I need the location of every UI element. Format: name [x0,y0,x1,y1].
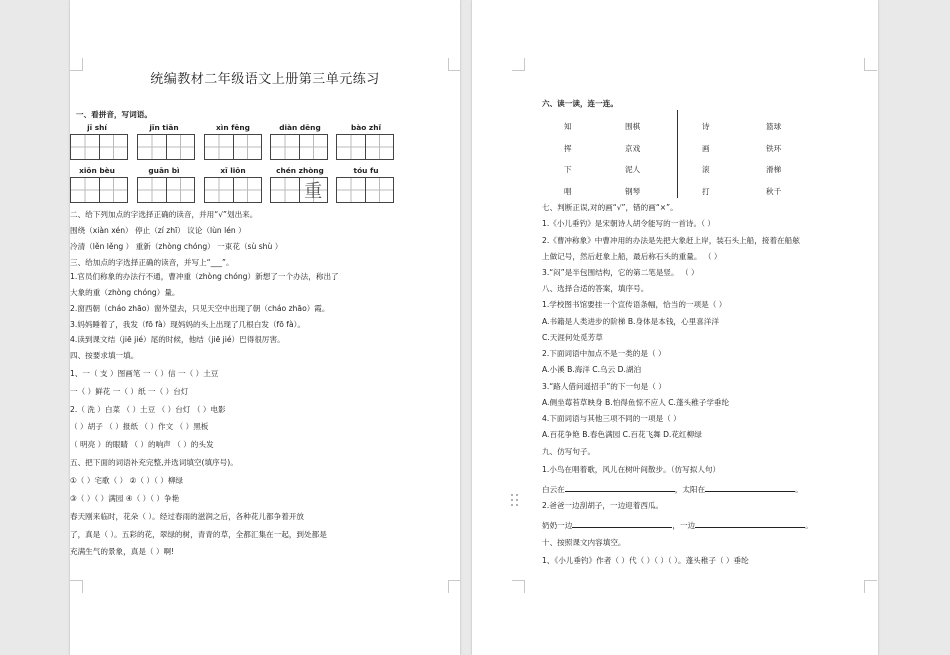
pinyin-label: jī shí [87,123,107,132]
text-line: A.小溪 B.海洋 C.乌云 D.湖泊 [542,365,642,374]
crop-mark [512,580,525,593]
pinyin-label: diàn dēng [279,123,321,132]
blank-input[interactable] [572,519,672,528]
sample-character: 重 [304,181,323,202]
fill-in-line [542,483,803,495]
crop-mark [512,58,525,71]
section-1-heading: 一、看拼音，写词语。 [76,110,152,119]
text-line: A.百花争艳 B.春色满园 C.百花飞舞 D.花红柳绿 [542,430,702,439]
writing-grid[interactable] [336,134,394,160]
section-4-heading: 四、按要求填一填。 [70,351,139,360]
writing-grid[interactable] [137,134,195,160]
pinyin-label: jīn tiān [149,123,179,132]
match-word[interactable]: 京戏 [625,144,641,153]
match-word[interactable]: 画 [702,144,710,153]
text-line: 2.（ 洗 ）白菜 （ ）土豆 （ ）台灯 （ ）电影 [70,405,226,414]
match-word[interactable]: 泥人 [625,165,641,174]
text-line: 1、一（ 支 ）图画笔 一（ ）信 一（ ）土豆 [70,369,219,378]
text-line: 1.官员们称象的办法行不通，曹冲重（zhòng chóng）新想了一个办法，称出了 [70,272,339,281]
match-word[interactable]: 滚 [702,165,710,174]
text-line: 上做记号，然后赶象上船，最后称石头的重量。 （ ） [542,252,722,261]
text-line: 充满生气的景象，真是（ ）啊! [70,547,175,556]
pinyin-label: xìn fēng [216,123,250,132]
fill-middle: ，太阳在 [674,485,706,494]
text-line: C.天涯何处觅芳草 [542,333,603,342]
match-word[interactable]: 秋千 [766,187,782,196]
match-word[interactable]: 打 [702,187,710,196]
text-line: 大象的重（zhòng chóng）量。 [70,288,180,297]
text-line: 3.妈妈睡着了，我发（fō fà）现妈妈的头上出现了几根白发（fō fà）。 [70,320,305,329]
pinyin-label: xī liōn [220,166,246,175]
fill-end: 。 [805,521,813,530]
pinyin-label: guān bì [148,166,180,175]
match-word[interactable]: 唱 [564,187,572,196]
match-word[interactable]: 围棋 [625,122,641,131]
text-line: 4.读到课文结（jiē jié）尾的时候，他结（jiē jié）巴得很厉害。 [70,335,285,344]
match-word[interactable]: 铁环 [766,144,782,153]
text-line: 2.爸爸一边刮胡子，一边迎着西瓜。 [542,501,664,510]
text-line: 1、《小儿垂钓》作者（ ）代（ ）（ ）（ ）。蓬头稚子（ ）垂纶 [542,556,749,565]
match-word[interactable]: 下 [564,165,572,174]
match-word[interactable]: 钢琴 [625,187,641,196]
writing-grid[interactable] [270,177,328,203]
crop-mark [864,580,877,593]
text-line: A.侧坐莓苔草映身 B.怕得鱼惊不应人 C.蓬头稚子学垂纶 [542,398,730,407]
text-line: 3.“路人借问遥招手”的下一句是（ ） [542,382,666,391]
blank-input[interactable] [695,519,805,528]
text-line: ①（ ）宅歌（ ） ②（ ）（ ）柳绿 [70,476,184,485]
text-line: 4.下面词语与其他三项不同的一项是（ ） [542,414,681,423]
fill-end: 。 [795,485,803,494]
text-line: 冷清（lěn lěng ） 重新（zhòng chóng） 一束花（sù shù ） [70,242,283,251]
section-6-heading: 六、读一读，连一连。 [542,99,618,108]
match-word[interactable]: 诗 [702,122,710,131]
text-line: A.书籍是人类进步的阶梯 B.身体是本钱，心里喜洋洋 [542,317,719,326]
writing-grid[interactable] [137,177,195,203]
writing-grid[interactable] [336,177,394,203]
pinyin-label: tóu fu [353,166,379,175]
text-line: 2.窗西朝（cháo zhāo）窗外望去，只见天空中出现了朝（cháo zhāo）霞。 [70,304,330,313]
crop-mark [864,58,877,71]
text-line: 春天刚来临时，花朵（ ）。经过春雨的滋润之后，各种花儿都争着开放 [70,512,305,521]
section-10-heading: 十、按照课文内容填空。 [542,538,626,547]
match-word[interactable]: 滑梯 [766,165,782,174]
text-line: 2.下面词语中加点不是一类的是（ ） [542,349,666,358]
writing-grid[interactable] [204,134,262,160]
writing-grid[interactable] [204,177,262,203]
section-3-heading: 三、给加点的字选择正确的读音，并写上“___”。 [70,258,234,267]
text-line: 一（ ）鲜花 一（ ）纸 一（ ）台灯 [70,387,189,396]
match-word[interactable]: 挥 [564,144,572,153]
text-line: 3.“闷”是半包围结构，它的第二笔是竖。 （ ） [542,268,699,277]
pinyin-label: chén zhòng [276,166,324,175]
crop-mark [70,580,83,593]
text-line: 1.学校图书馆要挂一个宣传语条幅，恰当的一项是（ ） [542,300,727,309]
drag-handle-icon[interactable] [511,494,519,508]
crop-mark [448,580,460,593]
document-page-2 [472,0,878,655]
text-line: 1.小鸟在唱着歌，风儿在树叶间散步。（仿写拟人句） [542,465,721,474]
text-line: （ ）胡子 （ ）报纸 （ ）作文 （ ）黑板 [70,422,209,431]
match-word[interactable]: 知 [564,122,572,131]
fill-in-line [542,519,813,531]
fill-prefix: 白云在 [542,485,565,494]
section-9-heading: 九、仿写句子。 [542,447,596,456]
document-title: 统编教材二年级语文上册第三单元练习 [150,72,380,87]
text-line: ③（ ）（ ）满园 ④（ ）（ ）争艳 [70,494,180,503]
section-2-heading: 二、给下列加点的字选择正确的读音，并用“√”划出来。 [70,210,258,219]
text-line: 围绕（xiàn xén） 停止（zí zhī） 议论（lùn lén ） [70,226,246,235]
section-8-heading: 八、选择合适的答案，填序号。 [542,284,649,293]
blank-input[interactable] [705,483,795,492]
writing-grid[interactable] [70,177,128,203]
text-line: （ 明亮 ）的眼睛 （ ）的响声 （ ）的头发 [70,440,214,449]
document-page-1 [70,0,460,655]
text-line: 1.《小儿垂钓》是宋朝诗人胡令能写的一首诗。（ ） [542,219,715,228]
match-word[interactable]: 篮球 [766,122,782,131]
fill-prefix: 奶奶一边 [542,521,573,530]
column-divider [677,110,678,198]
pinyin-label: bào zhǐ [350,123,382,132]
text-line: 了，真是（ ）。五彩的花，翠绿的树，青青的草，全都汇集在一起，到处都是 [70,530,327,539]
text-line: 2.《曹冲称象》中曹冲用的办法是先把大象赶上岸，装石头上船，接着在船舷 [542,236,800,245]
writing-grid[interactable] [70,134,128,160]
section-5-heading: 五、把下面的词语补充完整,并选词填空(填序号)。 [70,458,238,467]
pinyin-label: xiōn bèu [79,166,115,175]
writing-grid[interactable] [270,134,328,160]
section-7-heading: 七、判断正误,对的画“√”，错的画“×”。 [542,203,678,212]
blank-input[interactable] [565,483,675,492]
fill-middle: ，一边 [672,521,696,530]
